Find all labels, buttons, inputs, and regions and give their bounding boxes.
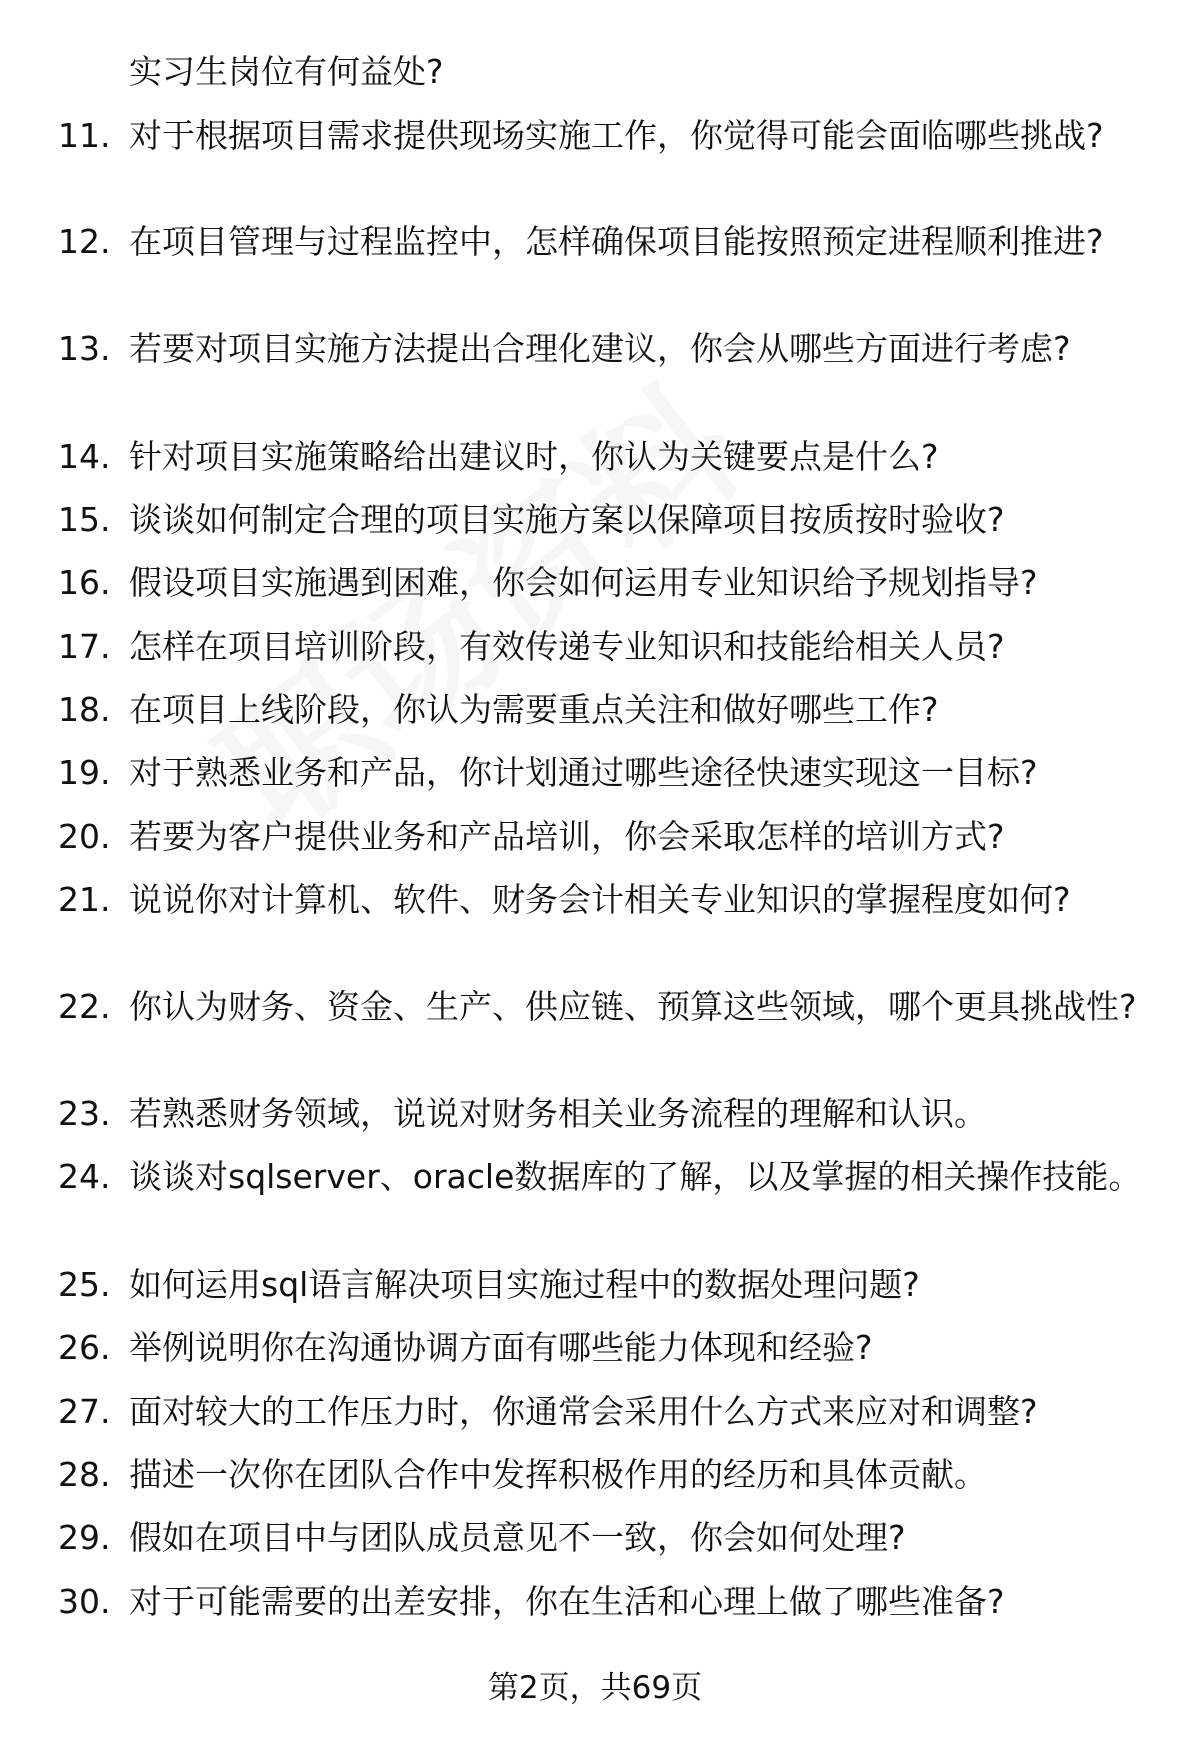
question-number: 23. <box>58 1094 111 1133</box>
question-text: 对于根据项目需求提供现场实施工作，你觉得可能会面临哪些挑战? <box>129 116 1104 155</box>
question-text: 你认为财务、资金、生产、供应链、预算这些领域，哪个更具挑战性? <box>129 987 1137 1026</box>
question-number: 13. <box>58 329 111 368</box>
question-number: 29. <box>58 1518 111 1557</box>
question-number: 14. <box>58 437 111 476</box>
question-number: 11. <box>58 116 111 155</box>
question-text: 对于熟悉业务和产品，你计划通过哪些途径快速实现这一目标? <box>129 753 1038 792</box>
question-text: 若要为客户提供业务和产品培训，你会采取怎样的培训方式? <box>129 817 1005 856</box>
page-footer <box>0 1668 1190 1708</box>
question-text: 对于可能需要的出差安排，你在生活和心理上做了哪些准备? <box>129 1582 1005 1621</box>
question-number: 21. <box>58 880 111 919</box>
question-number: 30. <box>58 1582 111 1621</box>
question-text: 若要对项目实施方法提出合理化建议，你会从哪些方面进行考虑? <box>129 329 1071 368</box>
question-number: 20. <box>58 817 111 856</box>
question-text: 举例说明你在沟通协调方面有哪些能力体现和经验? <box>129 1328 873 1367</box>
continuation-text: 实习生岗位有何益处? <box>129 52 444 91</box>
question-number: 27. <box>58 1392 111 1431</box>
question-number: 22. <box>58 987 111 1026</box>
question-number: 16. <box>58 563 111 602</box>
question-number: 15. <box>58 500 111 539</box>
question-text: 在项目管理与过程监控中，怎样确保项目能按照预定进程顺利推进? <box>129 222 1104 261</box>
question-text: 假设项目实施遇到困难，你会如何运用专业知识给予规划指导? <box>129 563 1038 602</box>
question-number: 19. <box>58 753 111 792</box>
question-text: 针对项目实施策略给出建议时，你认为关键要点是什么? <box>129 437 939 476</box>
question-text: 假如在项目中与团队成员意见不一致，你会如何处理? <box>129 1518 906 1557</box>
question-text: 如何运用sql语言解决项目实施过程中的数据处理问题? <box>129 1265 920 1304</box>
question-text: 谈谈对sqlserver、oracle数据库的了解，以及掌握的相关操作技能。 <box>129 1157 1142 1196</box>
question-text: 说说你对计算机、软件、财务会计相关专业知识的掌握程度如何? <box>129 880 1071 919</box>
question-text: 在项目上线阶段，你认为需要重点关注和做好哪些工作? <box>129 690 939 729</box>
question-number: 17. <box>58 627 111 666</box>
question-text: 怎样在项目培训阶段，有效传递专业知识和技能给相关人员? <box>129 627 1005 666</box>
question-number: 28. <box>58 1455 111 1494</box>
question-text: 谈谈如何制定合理的项目实施方案以保障项目按质按时验收? <box>129 500 1005 539</box>
question-text: 描述一次你在团队合作中发挥积极作用的经历和具体贡献。 <box>129 1455 987 1494</box>
question-text: 面对较大的工作压力时，你通常会采用什么方式来应对和调整? <box>129 1392 1038 1431</box>
question-number: 25. <box>58 1265 111 1304</box>
page-number-label: 第2页，共69页 <box>487 1670 703 1706</box>
question-number: 18. <box>58 690 111 729</box>
question-text: 若熟悉财务领域，说说对财务相关业务流程的理解和认识。 <box>129 1094 987 1133</box>
question-number: 12. <box>58 222 111 261</box>
question-number: 26. <box>58 1328 111 1367</box>
question-number: 24. <box>58 1157 111 1196</box>
